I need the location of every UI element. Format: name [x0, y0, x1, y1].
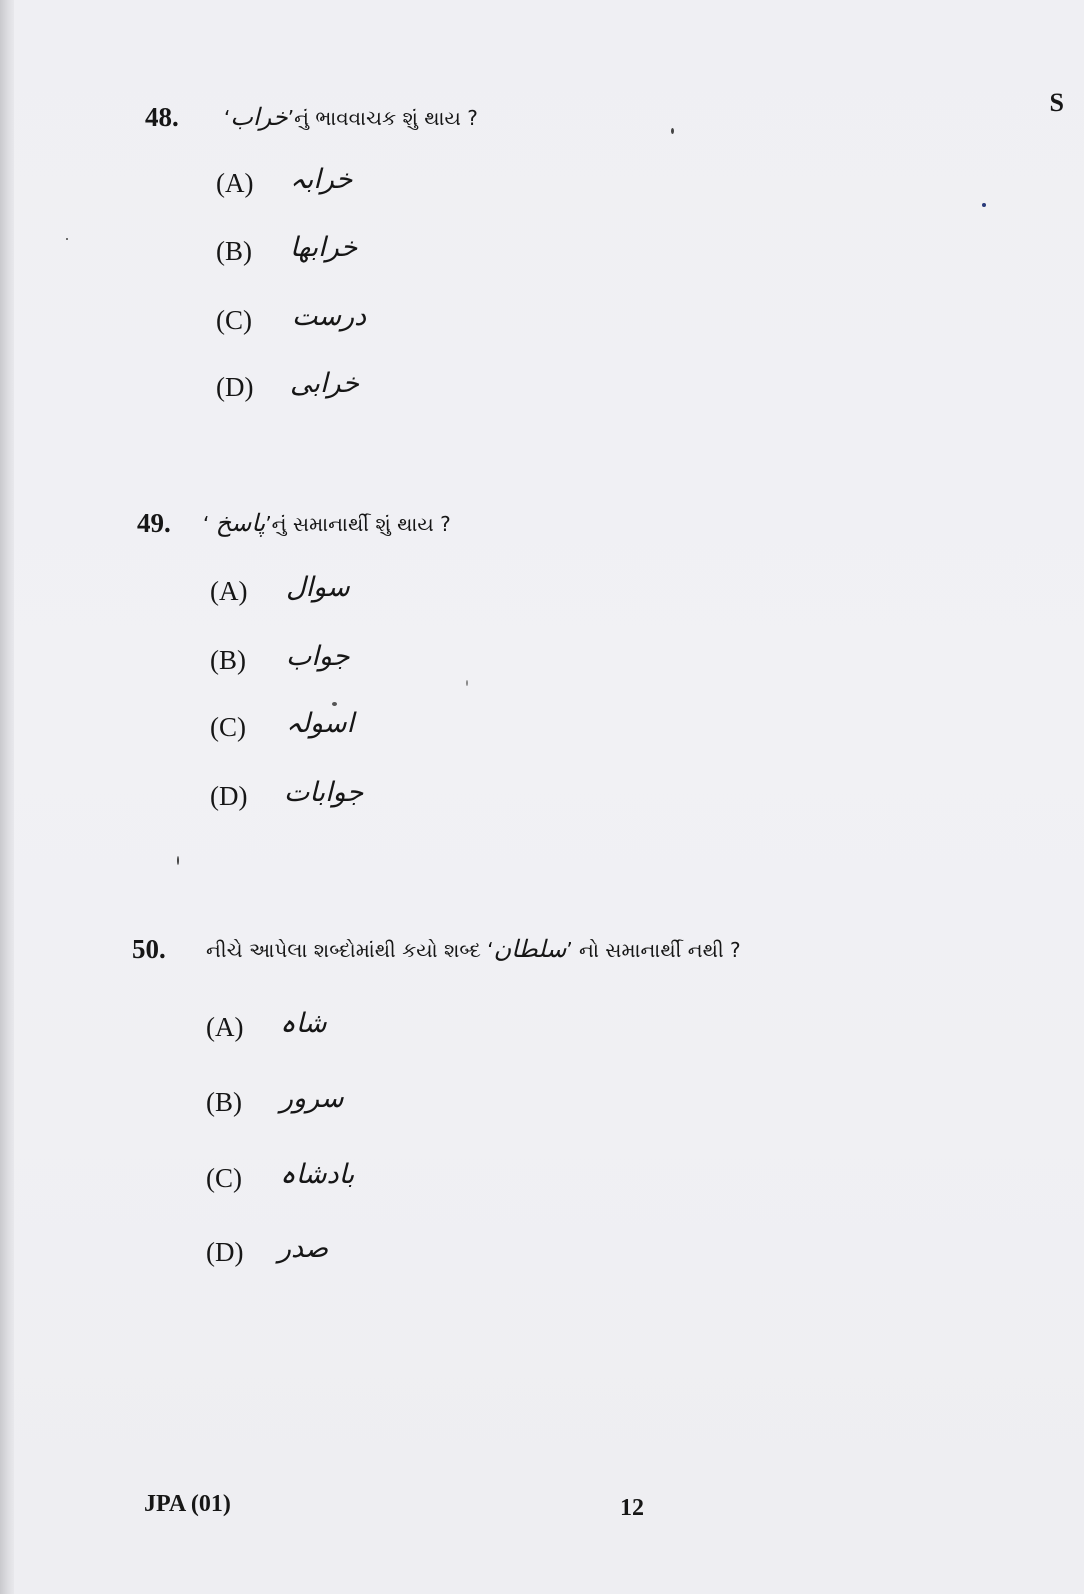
question-text	[224, 102, 478, 133]
option-label: (C)	[206, 1163, 242, 1193]
option-text: صدر	[278, 1233, 329, 1264]
option-text: سوال	[286, 572, 350, 603]
option-text: سرور	[280, 1083, 344, 1114]
exam-page	[14, 0, 1084, 1594]
option-label: (C)	[216, 305, 252, 335]
question-text	[203, 508, 451, 539]
option-text: جوابات	[284, 777, 364, 808]
scan-speck	[466, 680, 468, 686]
scan-speck	[982, 203, 986, 207]
urdu-word: پاسخ	[215, 509, 266, 537]
option-label: (B)	[210, 645, 246, 675]
paper-code: JPA (01)	[144, 1491, 231, 1517]
question-text-after: નું સમાનાર્થી શું થાય ?	[271, 512, 451, 536]
close-quote: ’	[287, 106, 295, 130]
urdu-word: سلطان	[493, 935, 567, 963]
close-quote: ’	[265, 512, 272, 536]
series-code: S	[1049, 88, 1064, 117]
open-quote: ‘	[224, 106, 231, 130]
question-text-before: નીચે આપેલા શબ્દોમાંથી કયો શબ્દ	[206, 938, 488, 962]
scan-speck	[66, 238, 68, 240]
question-text	[206, 934, 741, 965]
option-label: (D)	[210, 781, 248, 811]
scan-speck	[332, 702, 337, 706]
option-label: (D)	[206, 1237, 244, 1267]
close-quote: ’	[566, 938, 573, 962]
option-label: (A)	[216, 168, 254, 198]
page-number: 12	[620, 1495, 644, 1521]
option-text: اسولہ	[286, 708, 355, 739]
scan-left-edge	[0, 0, 14, 1594]
option-label: (B)	[206, 1087, 242, 1117]
option-label: (A)	[206, 1012, 244, 1042]
question-number: 49.	[137, 508, 171, 538]
option-text: خرابہ	[290, 164, 353, 195]
scan-speck	[177, 856, 179, 865]
option-label: (B)	[216, 236, 252, 266]
scan-speck	[671, 128, 674, 134]
option-label: (C)	[210, 712, 246, 742]
urdu-word: خراب	[230, 103, 288, 131]
question-text-after: નું ભાવવાચક શું થાય ?	[294, 106, 478, 130]
open-quote: ‘	[203, 512, 216, 536]
option-label: (D)	[216, 372, 254, 402]
option-text: جواب	[286, 641, 350, 672]
option-text: بادشاہ	[280, 1159, 355, 1190]
option-text: شاہ	[280, 1008, 327, 1039]
open-quote: ‘	[487, 938, 494, 962]
option-text: خرابھا	[290, 232, 358, 263]
option-label: (A)	[210, 576, 248, 606]
question-number: 50.	[132, 934, 166, 964]
option-text: خرابی	[290, 368, 360, 399]
option-text: درست	[292, 301, 367, 332]
question-text-after: નો સમાનાર્થી નથી ?	[572, 938, 741, 962]
question-number: 48.	[145, 102, 179, 132]
